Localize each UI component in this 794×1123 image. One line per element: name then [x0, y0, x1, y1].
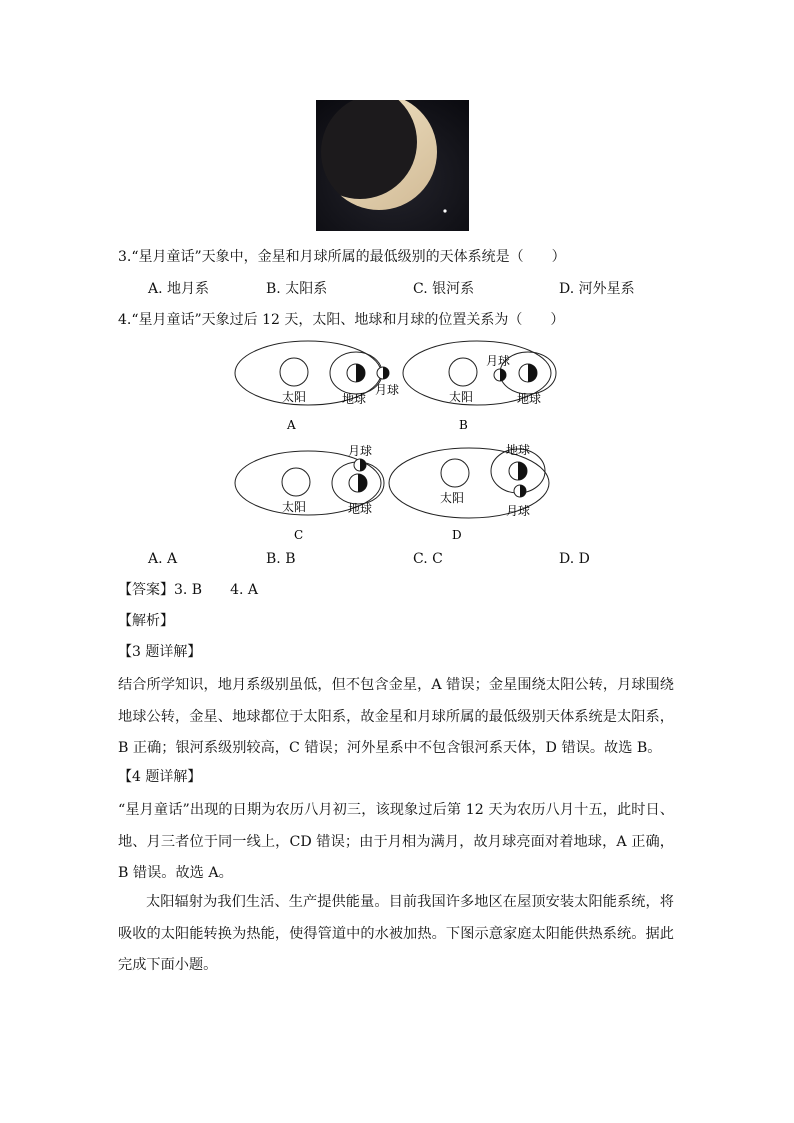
sun-label: 太阳	[282, 390, 307, 404]
panel-label-d: D	[452, 528, 462, 542]
next-question-intro: 太阳辐射为我们生活、生产提供能量。目前我国许多地区在屋顶安装太阳能系统，将吸收的太阳能转换为热能，使得管道中的水被加热。下图示意家庭太阳能供热系统。据此完成下面小题。	[118, 894, 674, 973]
moon-circle	[377, 367, 389, 379]
panel-label-b: B	[459, 418, 468, 432]
moon-label: 月球	[506, 504, 531, 518]
question-3-detail: 结合所学知识，地月系级别虽低，但不包含金星，A 错误；金星围绕太阳公转，月球围绕地球公转，金星、地球都位于太阳系，故金星和月球所属的最低级别天体系统是太阳系，B 正确；银河系级别较高，C 错误；河外星系中不包含银河系天体，D 错误。故选 B。	[118, 677, 674, 756]
moon-circle	[494, 369, 506, 381]
question-4-detail: “星月童话”出现的日期为农历八月初三，该现象过后第 12 天为农历八月十五，此时日、地、月三者位于同一线上，CD 错误；由于月相为满月，故月球亮面对着地球，A 正确，B 错误。故选 A。	[118, 802, 674, 881]
panel-d	[389, 442, 549, 542]
question-4-option-a: A. A	[148, 551, 178, 567]
earth-circle	[509, 462, 527, 480]
question-3-option-a: A. 地月系	[148, 281, 210, 297]
moon-label: 月球	[348, 444, 373, 458]
moon-label: 月球	[486, 354, 511, 368]
question-4-option-d: D. D	[559, 551, 590, 567]
panel-label-c: C	[294, 528, 304, 542]
question-3-option-d: D. 河外星系	[559, 281, 635, 297]
earth-label: 地球	[348, 502, 373, 516]
question-4-stem: 4.“星月童话”天象过后 12 天，太阳、地球和月球的位置关系为（ ）	[118, 312, 565, 328]
panel-b	[403, 341, 556, 432]
crescent-moon-photo	[316, 100, 469, 231]
earth-label: 地球	[342, 392, 367, 406]
moon-circle	[354, 459, 366, 471]
answer-line: 【答案】3. B 4. A	[118, 582, 259, 598]
analysis-heading: 【解析】	[118, 613, 174, 629]
sun-circle	[449, 358, 477, 386]
question-3-stem: 3.“星月童话”天象中，金星和月球所属的最低级别的天体系统是（ ）	[118, 249, 566, 265]
earth-label: 地球	[506, 443, 531, 457]
earth-circle	[349, 474, 367, 492]
earth-circle	[519, 364, 537, 382]
question-4-detail-heading: 【4 题详解】	[118, 769, 202, 785]
question-3-detail-heading: 【3 题详解】	[118, 644, 202, 660]
sun-circle	[282, 468, 310, 496]
sun-label: 太阳	[449, 390, 474, 404]
panel-label-a: A	[287, 418, 296, 432]
question-4-option-b: B. B	[266, 551, 296, 567]
question-3-option-c: C. 银河系	[413, 281, 475, 297]
sun-label: 太阳	[282, 500, 307, 514]
question-4-option-c: C. C	[413, 551, 443, 567]
sun-circle	[280, 358, 308, 386]
earth-circle	[347, 364, 365, 382]
sun-label: 太阳	[440, 491, 465, 505]
earth-label: 地球	[517, 392, 542, 406]
panel-c	[235, 443, 384, 542]
moon-label: 月球	[375, 383, 400, 397]
sun-circle	[441, 459, 469, 487]
moon-circle	[514, 485, 526, 497]
panel-a	[235, 341, 399, 432]
question-3-option-b: B. 太阳系	[266, 281, 328, 297]
sun-earth-moon-diagram	[230, 335, 560, 545]
